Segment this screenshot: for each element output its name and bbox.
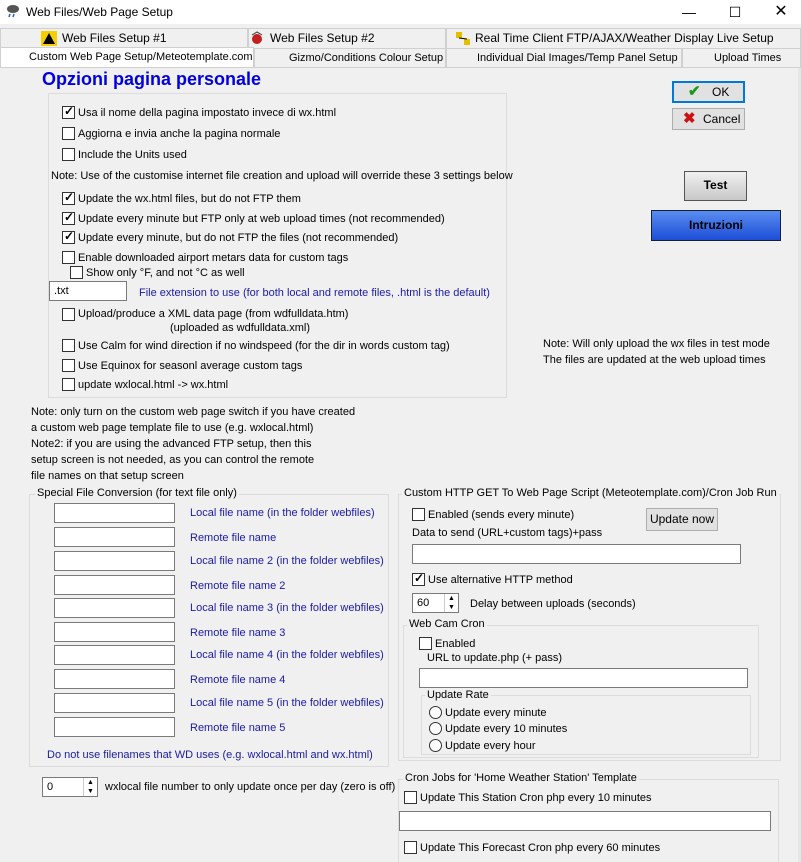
http-get-title: Custom HTTP GET To Web Page Script (Meteotemplate.com)/Cron Job Run (404, 487, 777, 499)
intruzioni-button[interactable]: Intruzioni (651, 210, 781, 241)
alt-http-checkbox[interactable] (412, 573, 425, 586)
special-conversion-title: Special File Conversion (for text file only) (37, 487, 237, 499)
xml-upload-label: Upload/produce a XML data page (from wdfulldata.htm) (78, 308, 349, 320)
test-mode-note: Note: Will only upload the wx files in test mode The files are updated at the web upload times (543, 338, 770, 366)
update-wxlocal-label: update wxlocal.html -> wx.html (78, 379, 229, 391)
rate-every-hour-radio[interactable] (429, 739, 442, 752)
tab-web-files-setup-1[interactable]: Web Files Setup #1 (0, 28, 248, 48)
tab-web-files-setup-2[interactable]: Web Files Setup #2 (248, 28, 446, 48)
remote-file-4-label: Remote file name 4 (190, 674, 286, 686)
rate-every-10-minutes-label: Update every 10 minutes (445, 723, 568, 735)
station-cron-label: Update This Station Cron php every 10 minutes (420, 792, 652, 804)
webcam-cron-title: Web Cam Cron (409, 618, 485, 630)
webcam-enabled-checkbox[interactable] (419, 637, 432, 650)
local-file-5-input[interactable] (54, 693, 175, 713)
rate-every-hour-label: Update every hour (445, 740, 536, 752)
every-minute-no-ftp-label: Update every minute, but do not FTP the files (not recommended) (78, 232, 399, 244)
page-title: Opzioni pagina personale (42, 69, 262, 89)
forecast-cron-checkbox[interactable] (404, 841, 417, 854)
local-file-2-label: Local file name 2 (in the folder webfiles) (190, 555, 384, 567)
local-file-1-input[interactable] (54, 503, 175, 523)
file-extension-label: File extension to use (for both local and remote files, .html is the default) (139, 287, 490, 299)
window-title: Web Files/Web Page Setup (26, 5, 173, 19)
delay-spinner[interactable]: 60 ▲ ▼ (412, 593, 459, 613)
alt-http-label: Use alternative HTTP method (428, 574, 573, 586)
tab-realtime-ftp[interactable]: Real Time Client FTP/AJAX/Weather Display Live Setup (446, 28, 801, 48)
remote-file-3-input[interactable] (54, 622, 175, 642)
filenames-warning: Do not use filenames that WD uses (e.g. wxlocal.html and wx.html) (47, 749, 373, 761)
update-normal-page-checkbox[interactable] (62, 127, 75, 140)
use-equinox-label: Use Equinox for seasonl average custom tags (78, 360, 303, 372)
update-rate-title: Update Rate (427, 689, 489, 701)
wxlocal-number-label: wxlocal file number to only update once per day (zero is off) (105, 781, 396, 793)
station-cron-checkbox[interactable] (404, 791, 417, 804)
custom-note: Note: Use of the customise internet file creation and upload will override these 3 settings below (51, 170, 513, 182)
http-enabled-checkbox[interactable] (412, 508, 425, 521)
remote-file-5-label: Remote file name 5 (190, 722, 286, 734)
local-file-5-label: Local file name 5 (in the folder webfiles) (190, 697, 384, 709)
check-icon: ✔ (688, 83, 701, 100)
x-icon: ✖ (683, 110, 696, 127)
remote-file-3-label: Remote file name 3 (190, 627, 286, 639)
rate-every-10-minutes-radio[interactable] (429, 722, 442, 735)
remote-file-5-input[interactable] (54, 717, 175, 737)
use-page-name-label: Usa il nome della pagina impostato invece di wx.html (78, 107, 337, 119)
xml-upload-sublabel: (uploaded as wdfulldata.xml) (170, 322, 311, 334)
no-ftp-label: Update the wx.html files, but do not FTP them (78, 193, 301, 205)
forecast-cron-label: Update This Forecast Cron php every 60 minutes (420, 842, 661, 854)
remote-file-2-input[interactable] (54, 575, 175, 595)
use-equinox-checkbox[interactable] (62, 359, 75, 372)
tab-divider (0, 67, 801, 68)
include-units-checkbox[interactable] (62, 148, 75, 161)
tab-custom-web-page[interactable]: Custom Web Page Setup/Meteotemplate.com (0, 47, 254, 68)
app-icon (6, 4, 20, 18)
remote-file-2-label: Remote file name 2 (190, 580, 286, 592)
title-bar (0, 0, 801, 24)
delay-label: Delay between uploads (seconds) (470, 598, 636, 610)
file-extension-input[interactable]: .txt (49, 281, 127, 301)
remote-file-4-input[interactable] (54, 669, 175, 689)
use-page-name-checkbox[interactable] (62, 106, 75, 119)
spinner-arrows-icon[interactable]: ▲ ▼ (83, 778, 97, 796)
cancel-button[interactable]: ✖ Cancel (672, 108, 745, 130)
tab-dial-images[interactable]: Individual Dial Images/Temp Panel Setup (446, 48, 682, 68)
network-icon (455, 31, 471, 46)
ftp-upload-times-label: Update every minute but FTP only at web upload times (not recommended) (78, 213, 445, 225)
ok-button[interactable]: ✔ OK (672, 81, 745, 103)
remote-file-1-input[interactable] (54, 527, 175, 547)
show-only-f-label: Show only °F, and not °C as well (86, 267, 245, 279)
update-wxlocal-checkbox[interactable] (62, 378, 75, 391)
include-units-label: Include the Units used (78, 149, 187, 161)
wxlocal-number-spinner[interactable]: 0 ▲ ▼ (42, 777, 98, 797)
http-enabled-label: Enabled (sends every minute) (428, 509, 575, 521)
update-normal-page-label: Aggiorna e invia anche la pagina normale (78, 128, 281, 140)
remote-file-1-label: Remote file name (190, 532, 277, 544)
webcam-enabled-label: Enabled (435, 638, 476, 650)
ftp-upload-times-checkbox[interactable] (62, 212, 75, 225)
local-file-4-input[interactable] (54, 645, 175, 665)
local-file-2-input[interactable] (54, 551, 175, 571)
data-to-send-input[interactable] (412, 544, 741, 564)
maximize-button[interactable]: ☐ (728, 4, 742, 20)
local-file-3-input[interactable] (54, 598, 175, 618)
tab-upload-times[interactable]: Upload Times (682, 48, 801, 68)
cron-jobs-title: Cron Jobs for 'Home Weather Station' Template (405, 772, 637, 784)
xml-upload-checkbox[interactable] (62, 308, 75, 321)
use-calm-checkbox[interactable] (62, 339, 75, 352)
local-file-3-label: Local file name 3 (in the folder webfiles) (190, 602, 384, 614)
webcam-url-label: URL to update.php (+ pass) (427, 652, 563, 664)
data-to-send-label: Data to send (URL+custom tags)+pass (412, 527, 603, 539)
metars-label: Enable downloaded airport metars data for custom tags (78, 252, 349, 264)
use-calm-label: Use Calm for wind direction if no windspeed (for the dir in words custom tag) (78, 340, 450, 352)
test-button[interactable]: Test (684, 171, 747, 201)
local-file-1-label: Local file name (in the folder webfiles) (190, 507, 375, 519)
weather-icon (249, 31, 265, 46)
spinner-arrows-icon[interactable]: ▲ ▼ (444, 594, 458, 612)
metars-checkbox[interactable] (62, 251, 75, 264)
warning-icon (41, 31, 57, 46)
every-minute-no-ftp-checkbox[interactable] (62, 231, 75, 244)
rate-every-minute-radio[interactable] (429, 706, 442, 719)
minimize-button[interactable]: — (682, 4, 696, 20)
local-file-4-label: Local file name 4 (in the folder webfiles) (190, 649, 384, 661)
close-button[interactable]: ✕ (774, 3, 788, 20)
custom-page-note: Note: only turn on the custom web page switch if you have created a custom web page template file to use (e.g. wxlocal.html) Note2: if you are using the advanced FTP setup, then this setup screen is not needed, as you can control the remote file names on that setup screen (31, 406, 356, 482)
station-cron-input[interactable] (399, 811, 771, 831)
no-ftp-checkbox[interactable] (62, 192, 75, 205)
rate-every-minute-label: Update every minute (445, 707, 547, 719)
webcam-url-input[interactable] (419, 668, 748, 688)
show-only-f-checkbox[interactable] (70, 266, 83, 279)
tab-gizmo-colour[interactable]: Gizmo/Conditions Colour Setup (254, 48, 446, 68)
update-now-button[interactable]: Update now (646, 508, 718, 531)
